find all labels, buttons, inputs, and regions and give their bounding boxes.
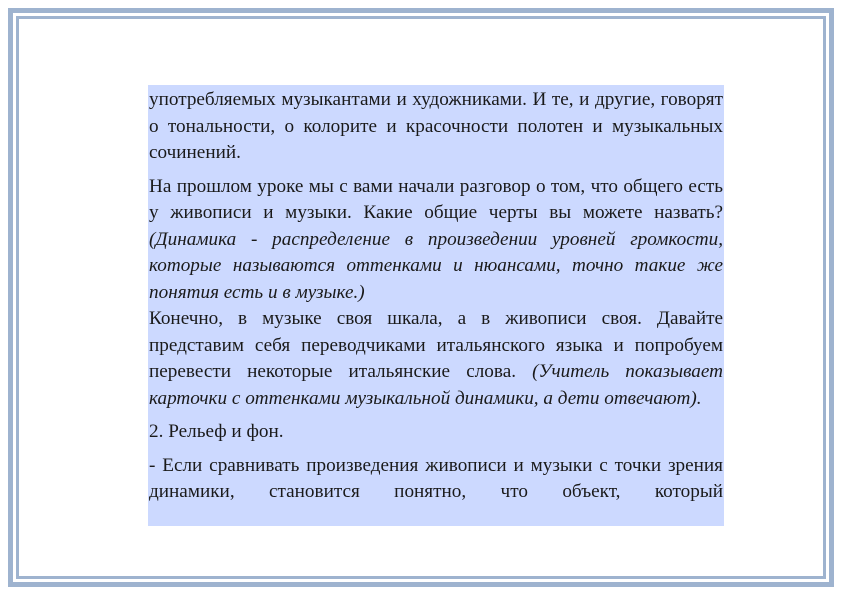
section-heading-text: 2. Рельеф и фон.: [149, 421, 284, 442]
slide-text-block: [148, 85, 724, 526]
paragraph-question-text: На прошлом уроке мы с вами начали разговор о том, что общего есть у живописи и музыки. Какие общие черты вы можете назвать?: [149, 175, 723, 223]
paragraph-question: [149, 174, 723, 307]
paragraph-scale-italic: (Учитель показывает карточки с оттенками музыкальной динамики, а дети отвечают).: [149, 361, 723, 409]
paragraph-intro: [149, 85, 723, 167]
paragraph-question-italic: (Динамика - распределение в произведении уровней громкости, которые называются оттенками и нюансами, точно такие же понятия есть и в музыке.): [149, 228, 723, 303]
paragraph-scale: [149, 306, 723, 412]
paragraph-intro-text: употребляемых музыкантами и художниками. И те, и другие, говорят о тональности, о колорите и красочности полотен и музыкальных сочинений.: [149, 89, 723, 163]
paragraph-comparison-text: - Если сравнивать произведения живописи и музыки с точки зрения динамики, становится понятно, что объект, который: [149, 454, 723, 502]
paragraph-comparison: [149, 453, 723, 506]
paragraph-scale-text: Конечно, в музыке своя шкала, а в живописи своя. Давайте представим себя переводчиками итальянского языка и попробуем перевести некоторые итальянские слова.: [149, 308, 723, 382]
section-heading: [149, 419, 723, 446]
